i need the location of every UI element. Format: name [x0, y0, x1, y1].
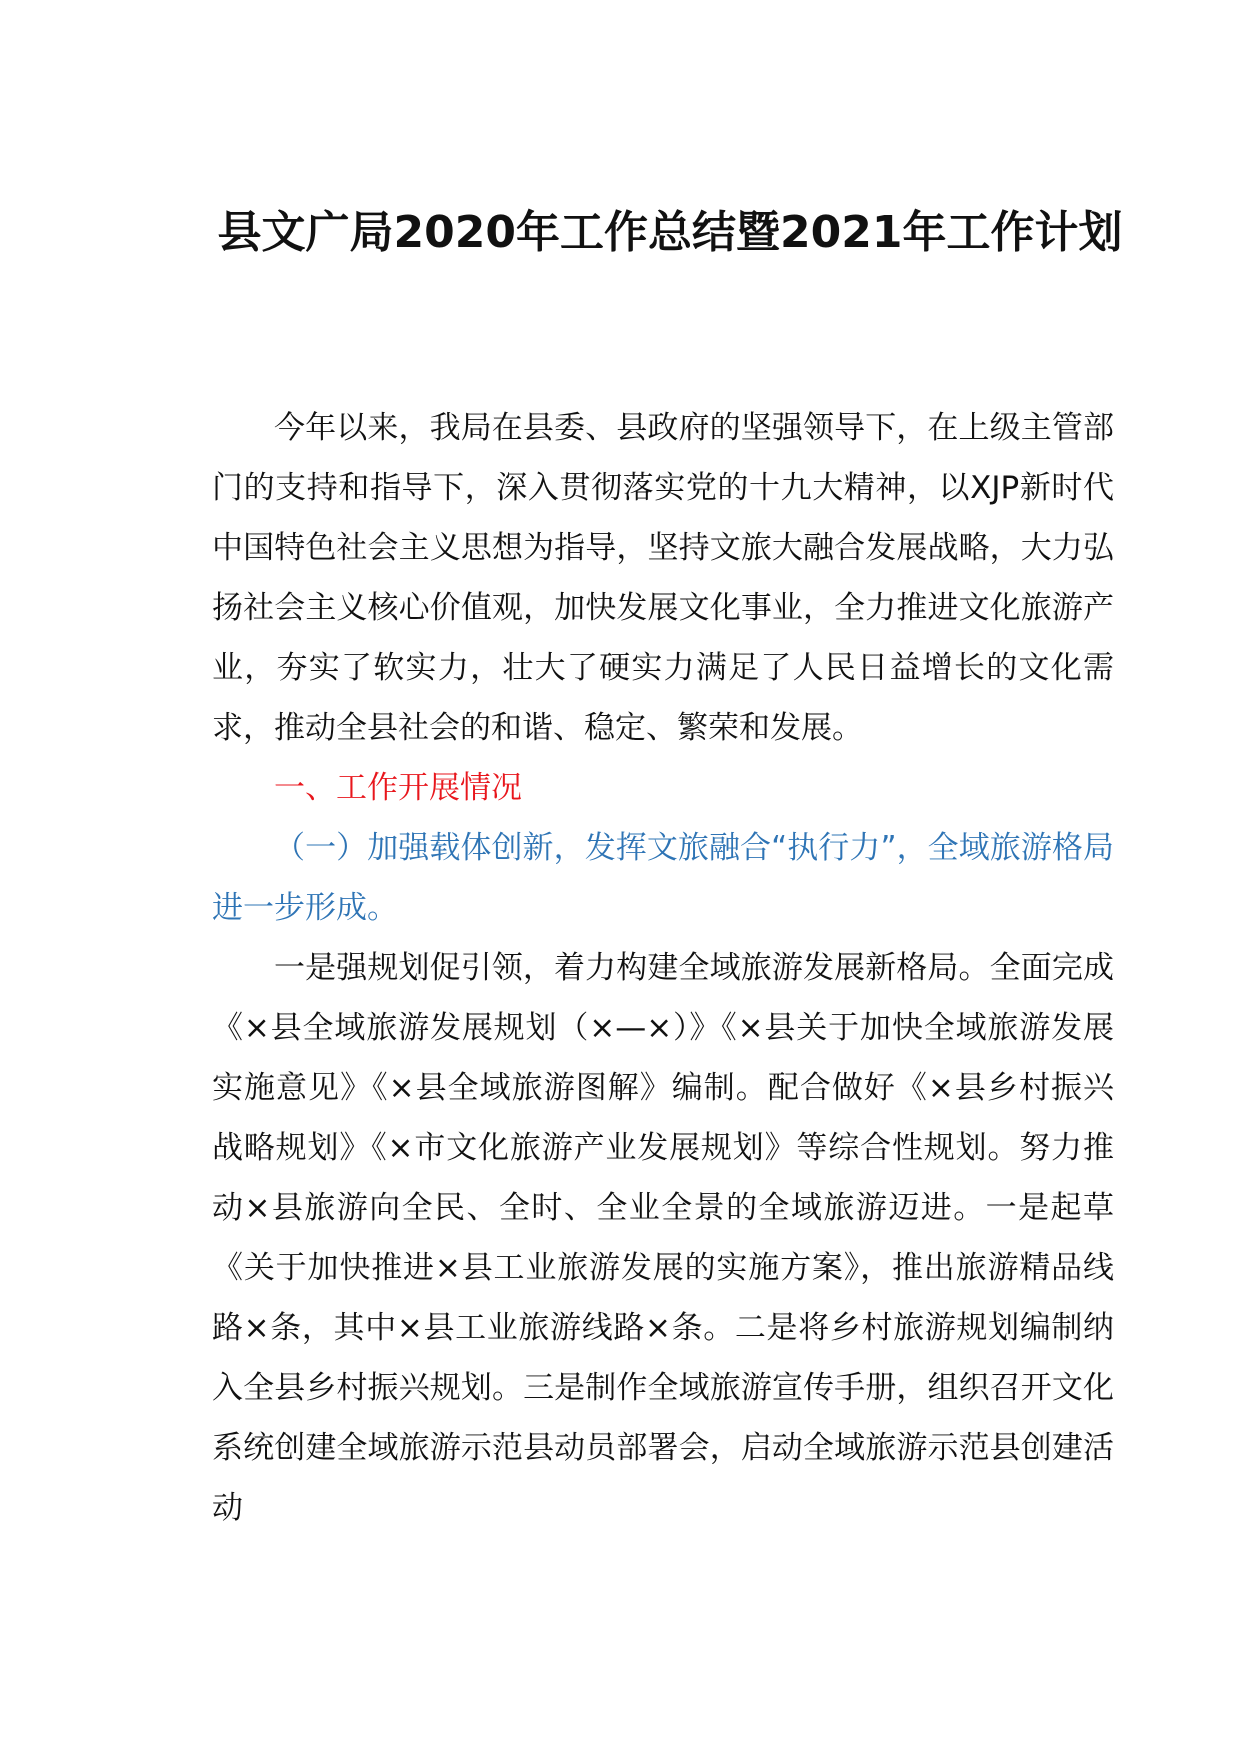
subsection-heading: （一）加强载体创新，发挥文旅融合“执行力”，全域旅游格局进一步形成。 [212, 830, 1114, 926]
intro-paragraph: 今年以来，我局在县委、县政府的坚强领导下，在上级主管部门的支持和指导下，深入贯彻落实党的十九大精神，以XJP新时代中国特色社会主义思想为指导，坚持文旅大融合发展战略，大力弘扬社会主义核心价值观，加快发展文化事业，全力推进文化旅游产业，夯实了软实力，壮大了硬实力满足了人民日益增长的文化需求，推动全县社会的和谐、稳定、繁荣和发展。 [212, 410, 1114, 746]
document-body [212, 398, 1114, 1538]
section-heading: 一、工作开展情况 [274, 770, 522, 806]
document-title: 县文广局2020年工作总结暨2021年工作计划 [217, 207, 1123, 258]
body-paragraph: 一是强规划促引领，着力构建全域旅游发展新格局。全面完成《×县全域旅游发展规划（×—×）》《×县关于加快全域旅游发展实施意见》《×县全域旅游图解》编制。配合做好《×县乡村振兴战略规划》《×市文化旅游产业发展规划》等综合性规划。努力推动×县旅游向全民、全时、全业全景的全域旅游迈进。一是起草《关于加快推进×县工业旅游发展的实施方案》，推出旅游精品线路×条，其中×县工业旅游线路×条。二是将乡村旅游规划编制纳入全县乡村振兴规划。三是制作全域旅游宣传手册，组织召开文化系统创建全域旅游示范县动员部署会，启动全域旅游示范县创建活动 [212, 950, 1114, 1526]
